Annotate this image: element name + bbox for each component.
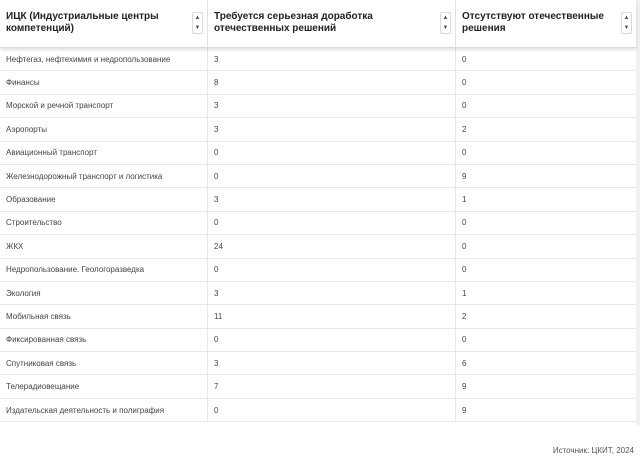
- table-body: [0, 48, 636, 422]
- cell-icc-name: Железнодорожный транспорт и логистика: [0, 165, 208, 187]
- cell-icc-name: Телерадиовещание: [0, 375, 208, 397]
- cell-icc-name: Издательская деятельность и полиграфия: [0, 399, 208, 421]
- table-row: [0, 235, 636, 258]
- column-header-icc[interactable]: [0, 0, 208, 47]
- cell-icc-name: Экология: [0, 282, 208, 304]
- column-header-no-solutions[interactable]: [456, 0, 636, 47]
- cell-icc-name: Финансы: [0, 71, 208, 93]
- cell-icc-name: Мобильная связь: [0, 305, 208, 327]
- cell-no-solutions: 0: [462, 218, 467, 228]
- cell-needs-rework: 0: [208, 329, 456, 351]
- table-header: [0, 0, 636, 48]
- table-row: [0, 259, 636, 282]
- sort-up-icon[interactable]: ▲: [442, 15, 449, 21]
- cell-no-solutions: 0: [462, 148, 467, 158]
- column-header-label: ИЦК (Индустриальные центры компетенций): [6, 11, 159, 34]
- sort-icon[interactable]: [621, 12, 632, 34]
- cell-needs-rework: 0: [208, 142, 456, 164]
- table-row: [0, 329, 636, 352]
- cell-needs-rework: 3: [208, 188, 456, 210]
- table-row: [0, 352, 636, 375]
- sort-icon[interactable]: [440, 12, 451, 34]
- table-row: [0, 71, 636, 94]
- cell-icc-name: Спутниковая связь: [0, 352, 208, 374]
- column-header-label: Отсутствуют отечественные решения: [462, 11, 604, 34]
- source-caption: Источник: ЦКИТ, 2024: [552, 446, 634, 455]
- cell-needs-rework: 11: [208, 305, 456, 327]
- sort-up-icon[interactable]: ▲: [623, 15, 630, 21]
- cell-icc-name: Строительство: [0, 212, 208, 234]
- sort-down-icon[interactable]: ▼: [194, 25, 201, 31]
- sort-down-icon[interactable]: ▼: [623, 25, 630, 31]
- table-row: [0, 305, 636, 328]
- table-row: [0, 48, 636, 71]
- cell-needs-rework: 0: [208, 259, 456, 281]
- cell-no-solutions: 9: [462, 171, 467, 181]
- cell-needs-rework: 3: [208, 48, 456, 70]
- cell-needs-rework: 24: [208, 235, 456, 257]
- cell-no-solutions: 2: [462, 311, 467, 321]
- cell-needs-rework: 7: [208, 375, 456, 397]
- cell-no-solutions: 0: [462, 241, 467, 251]
- table-row: [0, 375, 636, 398]
- table-row: [0, 188, 636, 211]
- column-header-label: Требуется серьезная доработка отечественных решений: [214, 11, 373, 34]
- column-header-needs-rework[interactable]: [208, 0, 456, 47]
- cell-icc-name: Фиксированная связь: [0, 329, 208, 351]
- cell-icc-name: ЖКХ: [0, 235, 208, 257]
- cell-icc-name: Нефтегаз, нефтехимия и недропользование: [0, 48, 208, 70]
- cell-no-solutions: 2: [462, 124, 467, 134]
- cell-no-solutions: 6: [462, 358, 467, 368]
- cell-no-solutions: 1: [462, 288, 467, 298]
- table-row: [0, 118, 636, 141]
- cell-icc-name: Аэропорты: [0, 118, 208, 140]
- table-row: [0, 212, 636, 235]
- cell-needs-rework: 0: [208, 212, 456, 234]
- cell-no-solutions: 1: [462, 195, 467, 205]
- cell-needs-rework: 0: [208, 399, 456, 421]
- cell-needs-rework: 3: [208, 95, 456, 117]
- cell-needs-rework: 8: [208, 71, 456, 93]
- cell-needs-rework: 0: [208, 165, 456, 187]
- table-row: [0, 399, 636, 422]
- cell-needs-rework: 3: [208, 118, 456, 140]
- sort-icon[interactable]: [192, 12, 203, 34]
- cell-no-solutions: 9: [462, 405, 467, 415]
- table-row: [0, 282, 636, 305]
- cell-no-solutions: 0: [462, 265, 467, 275]
- cell-icc-name: Недропользование. Геологоразведка: [0, 259, 208, 281]
- cell-icc-name: Авиационный транспорт: [0, 142, 208, 164]
- cell-needs-rework: 3: [208, 282, 456, 304]
- cell-icc-name: Морской и речной транспорт: [0, 95, 208, 117]
- cell-no-solutions: 0: [462, 54, 467, 64]
- cell-icc-name: Образование: [0, 188, 208, 210]
- cell-no-solutions: 0: [462, 78, 467, 88]
- table-row: [0, 142, 636, 165]
- vertical-scrollbar[interactable]: [636, 0, 640, 425]
- table-row: [0, 165, 636, 188]
- sort-down-icon[interactable]: ▼: [442, 25, 449, 31]
- sort-up-icon[interactable]: ▲: [194, 15, 201, 21]
- cell-no-solutions: 0: [462, 335, 467, 345]
- cell-no-solutions: 0: [462, 101, 467, 111]
- table-row: [0, 95, 636, 118]
- cell-no-solutions: 9: [462, 382, 467, 392]
- cell-needs-rework: 3: [208, 352, 456, 374]
